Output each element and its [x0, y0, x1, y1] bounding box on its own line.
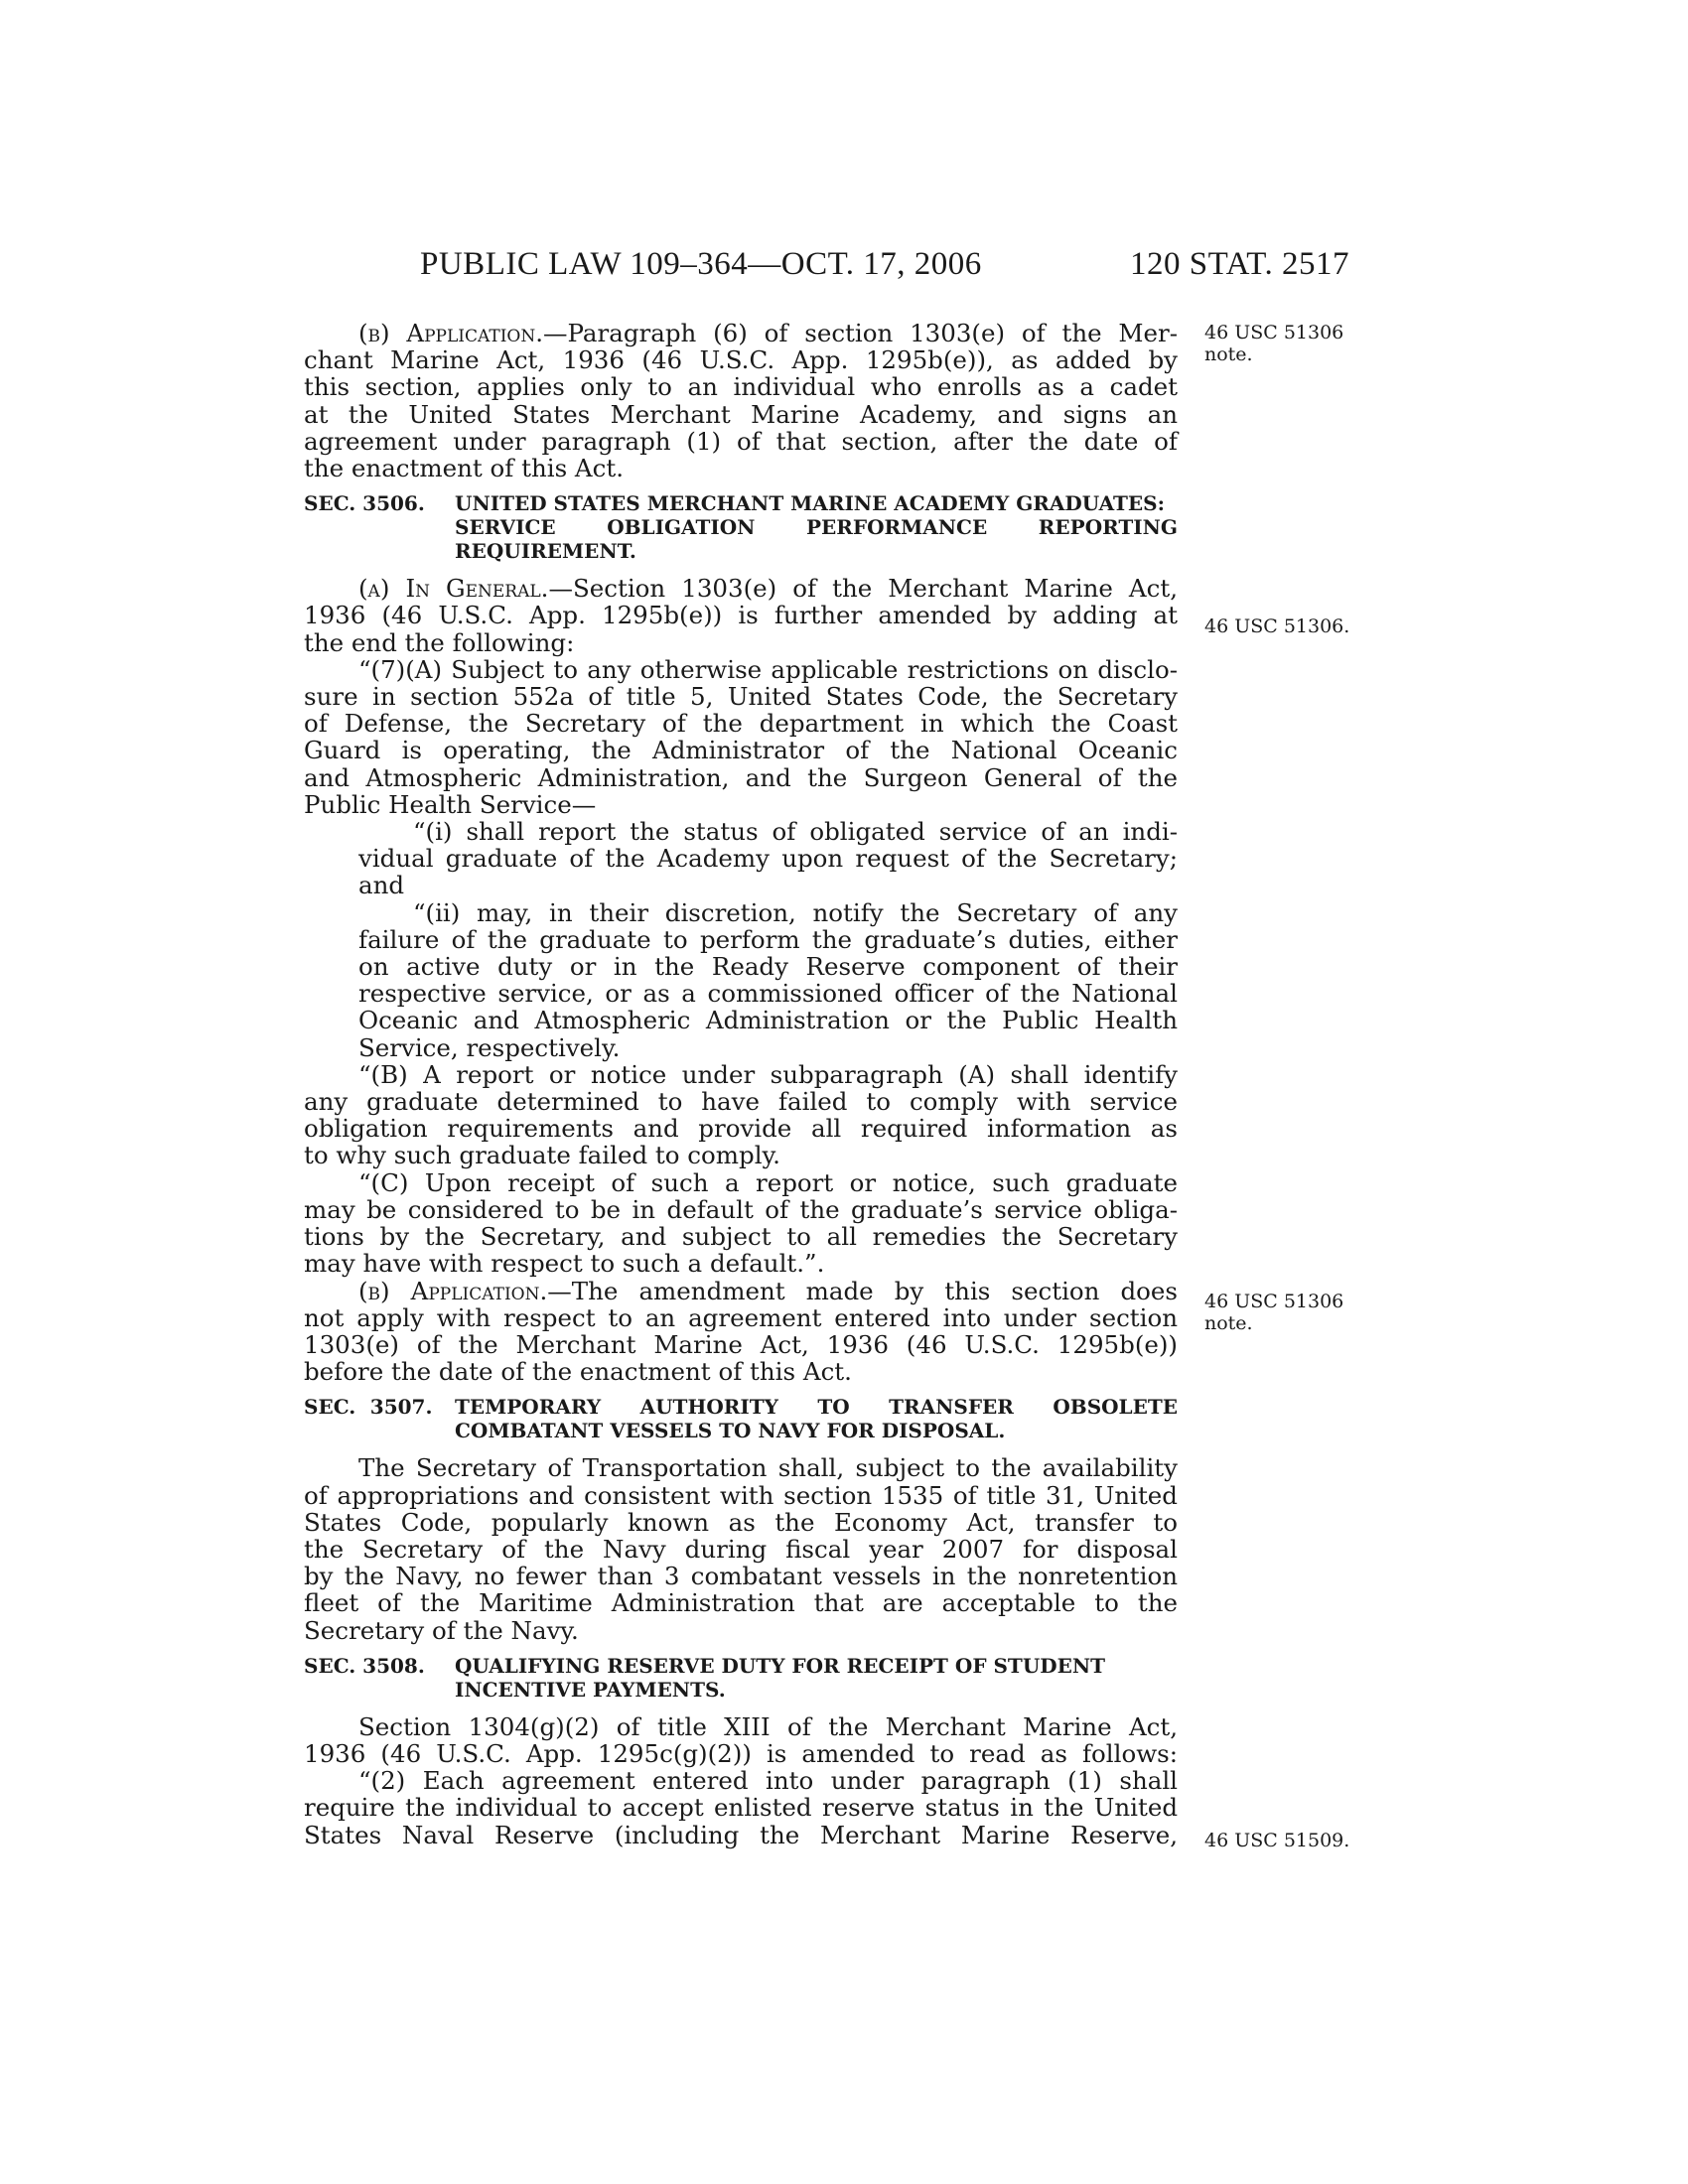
section-heading-3506: SEC. 3506. UNITED STATES MERCHANT MARINE ACADEMY GRADUATES: SERVICE OBLIGATION PERFORMANCE REPORTING REQUIREMENT.	[304, 491, 1178, 564]
subparagraph-b: “(B) A report or notice under subparagraph (A) shall identify any graduate determined to have failed to comply with service obligation requirements and provide all required information as to why such graduate failed to comply.	[304, 1059, 1178, 1170]
paragraph-7a: “(7)(A) Subject to any otherwise applicable restrictions on disclo- sure in section 552a of title 5, United States Code, the Secretary of Defense, the Secretary of the department in which the Coast Guard is operating, the Administrator of the National Oceanic and Atmospheric Administration, and the Surgeon General of the Public Health Service—	[304, 654, 1178, 819]
paragraph-3507-body: The Secretary of Transportation shall, subject to the availability of appropriations and consistent with section 1535 of title 31, United States Code, popularly known as the Economy Act, transfer to the Secretary of the Navy during fiscal year 2007 for disposal by the Navy, no fewer than 3 combatant vessels in the nonretention fleet of the Maritime Administration that are acceptable to the Secretary of the Navy.	[304, 1453, 1178, 1645]
running-header	[0, 246, 1688, 286]
subparagraph-c: “(C) Upon receipt of such a report or notice, such graduate may be considered to be in default of the graduate’s service obliga- tions by the Secretary, and subject to all remedies the Secretary may have with respect to such a default.”.	[304, 1167, 1178, 1279]
section-heading-3508: SEC. 3508. QUALIFYING RESERVE DUTY FOR RECEIPT OF STUDENT INCENTIVE PAYMENTS.	[304, 1653, 1106, 1702]
document-body	[304, 320, 1178, 1848]
paragraph-3508-intro: Section 1304(g)(2) of title XIII of the Merchant Marine Act, 1936 (46 U.S.C. App. 1295c(g)(2)) is amended to read as follows:	[304, 1711, 1178, 1768]
statute-page-number: 120 STAT. 2517	[1130, 246, 1350, 282]
margin-note: 46 USC 51306.	[1204, 615, 1350, 637]
margin-note: 46 USC 51509.	[1204, 1830, 1350, 1851]
page-title: PUBLIC LAW 109–364—OCT. 17, 2006	[420, 246, 982, 282]
clause-i: “(i) shall report the status of obligated service of an indi- vidual graduate of the Academy upon request of the Secretary; and	[358, 817, 1178, 900]
paragraph-in-general: (a) In General.—Section 1303(e) of the Merchant Marine Act, 1936 (46 U.S.C. App. 1295b(e)) is further amended by adding at the end the following:	[304, 574, 1178, 657]
paragraph-3508-text: “(2) Each agreement entered into under paragraph (1) shall require the individual to accept enlisted reserve status in the United States Naval Reserve (including the Merchant Marine Reserve,	[304, 1766, 1178, 1849]
clause-ii: “(ii) may, in their discretion, notify the Secretary of any failure of the graduate to perform the graduate’s duties, either on active duty or in the Ready Reserve component of their respective service, or as a commissioned officer of the National Oceanic and Atmospheric Administration or the Public Health Service, respectively.	[358, 897, 1178, 1062]
paragraph-application-b-2: (b) Application.—The amendment made by this section does not apply with respect to an agreement entered into under section 1303(e) of the Merchant Marine Act, 1936 (46 U.S.C. 1295b(e)) before the date of the enactment of this Act.	[304, 1276, 1179, 1387]
margin-note: 46 USC 51306 note.	[1204, 1291, 1344, 1334]
paragraph-application-b: (b) Application.—Paragraph (6) of section 1303(e) of the Mer- chant Marine Act, 1936 (46 U.S.C. App. 1295b(e)), as added by this section, applies only to an individual who enrolls as a cadet at the United States Merchant Marine Academy, and signs an agreement under paragraph (1) of that section, after the date of the enactment of this Act.	[304, 319, 1178, 483]
margin-note: 46 USC 51306 note.	[1204, 322, 1344, 365]
section-heading-3507: SEC. 3507. TEMPORARY AUTHORITY TO TRANSFER OBSOLETE COMBATANT VESSELS TO NAVY FOR DISPOSAL.	[304, 1395, 1178, 1443]
